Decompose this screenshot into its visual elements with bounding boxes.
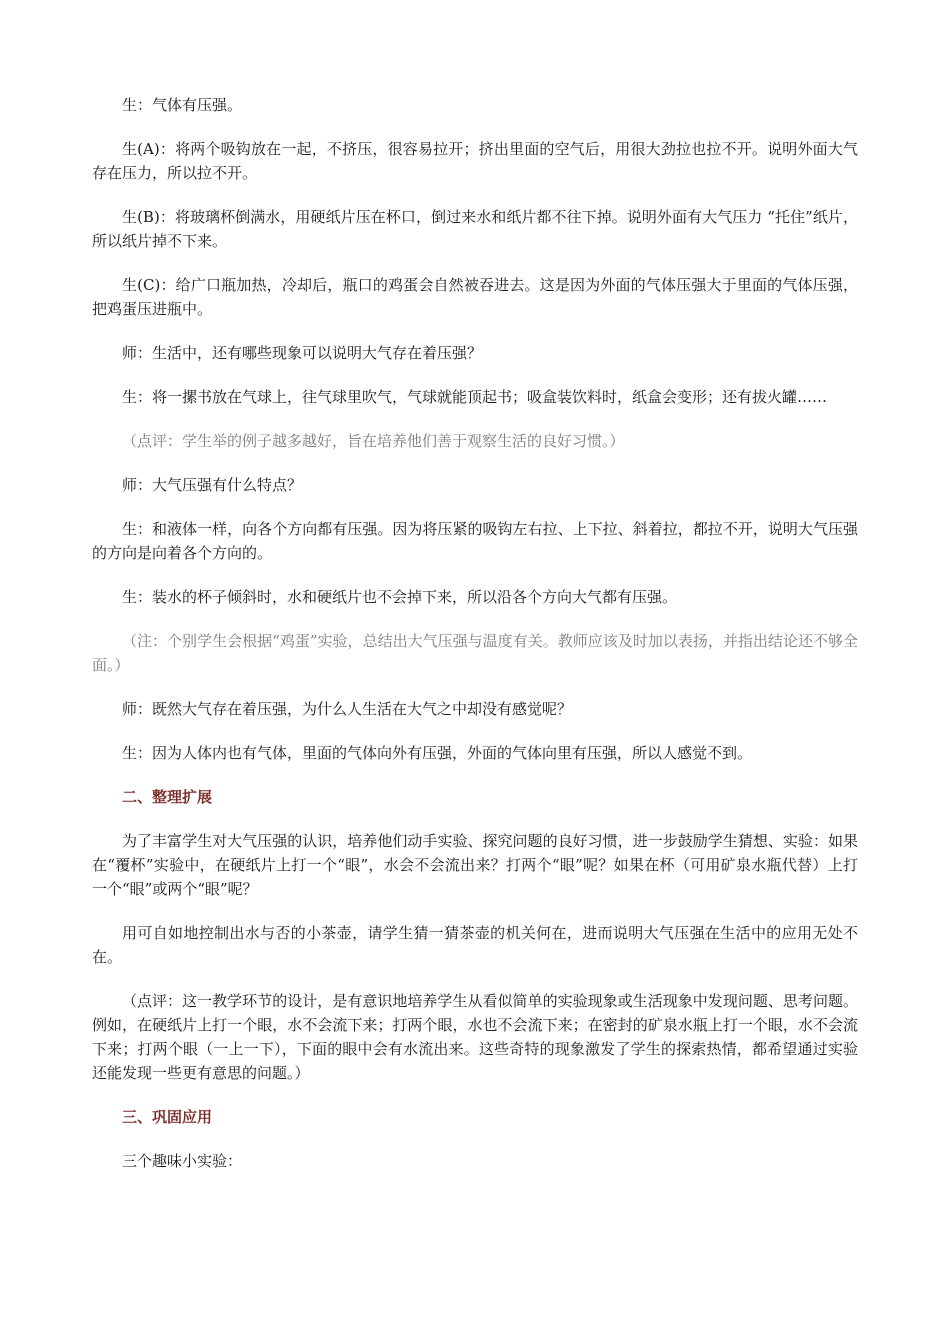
paragraph-9: 生：和液体一样，向各个方向都有压强。因为将压紧的吸钩左右拉、上下拉、斜着拉，都拉不开，说明大气压强的方向是向着各个方向的。 [92, 520, 858, 562]
comment-note-2: （注：个别学生会根据“鸡蛋”实验，总结出大气压强与温度有关。教师应该及时加以表扬，并指出结论还不够全面。） [92, 632, 858, 674]
section-heading-3: 三、巩固应用 [122, 1108, 213, 1126]
paragraph-10: 生：装水的杯子倾斜时，水和硬纸片也不会掉下来，所以沿各个方向大气都有压强。 [122, 588, 678, 606]
comment-note-1: （点评：学生举的例子越多越好，旨在培养他们善于观察生活的良好习惯。） [122, 432, 625, 450]
paragraph-6: 生：将一摞书放在气球上，往气球里吹气，气球就能顶起书；吸盒装饮料时，纸盒会变形；还有拔火罐…… [122, 388, 828, 406]
paragraph-5: 师：生活中，还有哪些现象可以说明大气存在着压强？ [122, 344, 483, 362]
paragraph-4: 生(C)：给广口瓶加热，冷却后，瓶口的鸡蛋会自然被吞进去。这是因为外面的气体压强大于里面的气体压强，把鸡蛋压进瓶中。 [92, 276, 858, 318]
paragraph-8: 师：大气压强有什么特点？ [122, 476, 303, 494]
section-heading-2: 二、整理扩展 [122, 788, 213, 806]
paragraph-16: 用可自如地控制出水与否的小茶壶，请学生猜一猜茶壶的机关何在，进而说明大气压强在生活中的应用无处不在。 [92, 924, 858, 966]
paragraph-12: 师：既然大气存在着压强，为什么人生活在大气之中却没有感觉呢？ [122, 700, 573, 718]
paragraph-3: 生(B)：将玻璃杯倒满水，用硬纸片压在杯口，倒过来水和纸片都不往下掉。说明外面有大气压力 “托住”纸片，所以纸片掉不下来。 [92, 208, 858, 250]
paragraph-1: 生：气体有压强。 [122, 96, 243, 114]
paragraph-2: 生(A)：将两个吸钩放在一起，不挤压，很容易拉开；挤出里面的空气后，用很大劲拉也拉不开。说明外面大气存在压力，所以拉不开。 [92, 140, 858, 182]
paragraph-17: （点评：这一教学环节的设计，是有意识地培养学生从看似简单的实验现象或生活现象中发现问题、思考问题。例如，在硬纸片上打一个眼，水不会流下来；打两个眼，水也不会流下来；在密封的矿泉水瓶上打一个眼，水不会流下来；打两个眼（一上一下），下面的眼中会有水流出来。这些奇特的现象激发了学生的探索热情，都希望通过实验还能发现一些更有意思的问题。） [92, 992, 858, 1082]
paragraph-19: 三个趣味小实验： [122, 1152, 243, 1170]
paragraph-13: 生：因为人体内也有气体，里面的气体向外有压强，外面的气体向里有压强，所以人感觉不到。 [122, 744, 753, 762]
paragraph-15: 为了丰富学生对大气压强的认识，培养他们动手实验、探究问题的良好习惯，进一步鼓励学生猜想、实验：如果在“覆杯”实验中，在硬纸片上打一个“眼”，水会不会流出来？打两个“眼”呢？如果在杯（可用矿泉水瓶代替）上打一个“眼”或两个“眼”呢？ [92, 832, 858, 898]
